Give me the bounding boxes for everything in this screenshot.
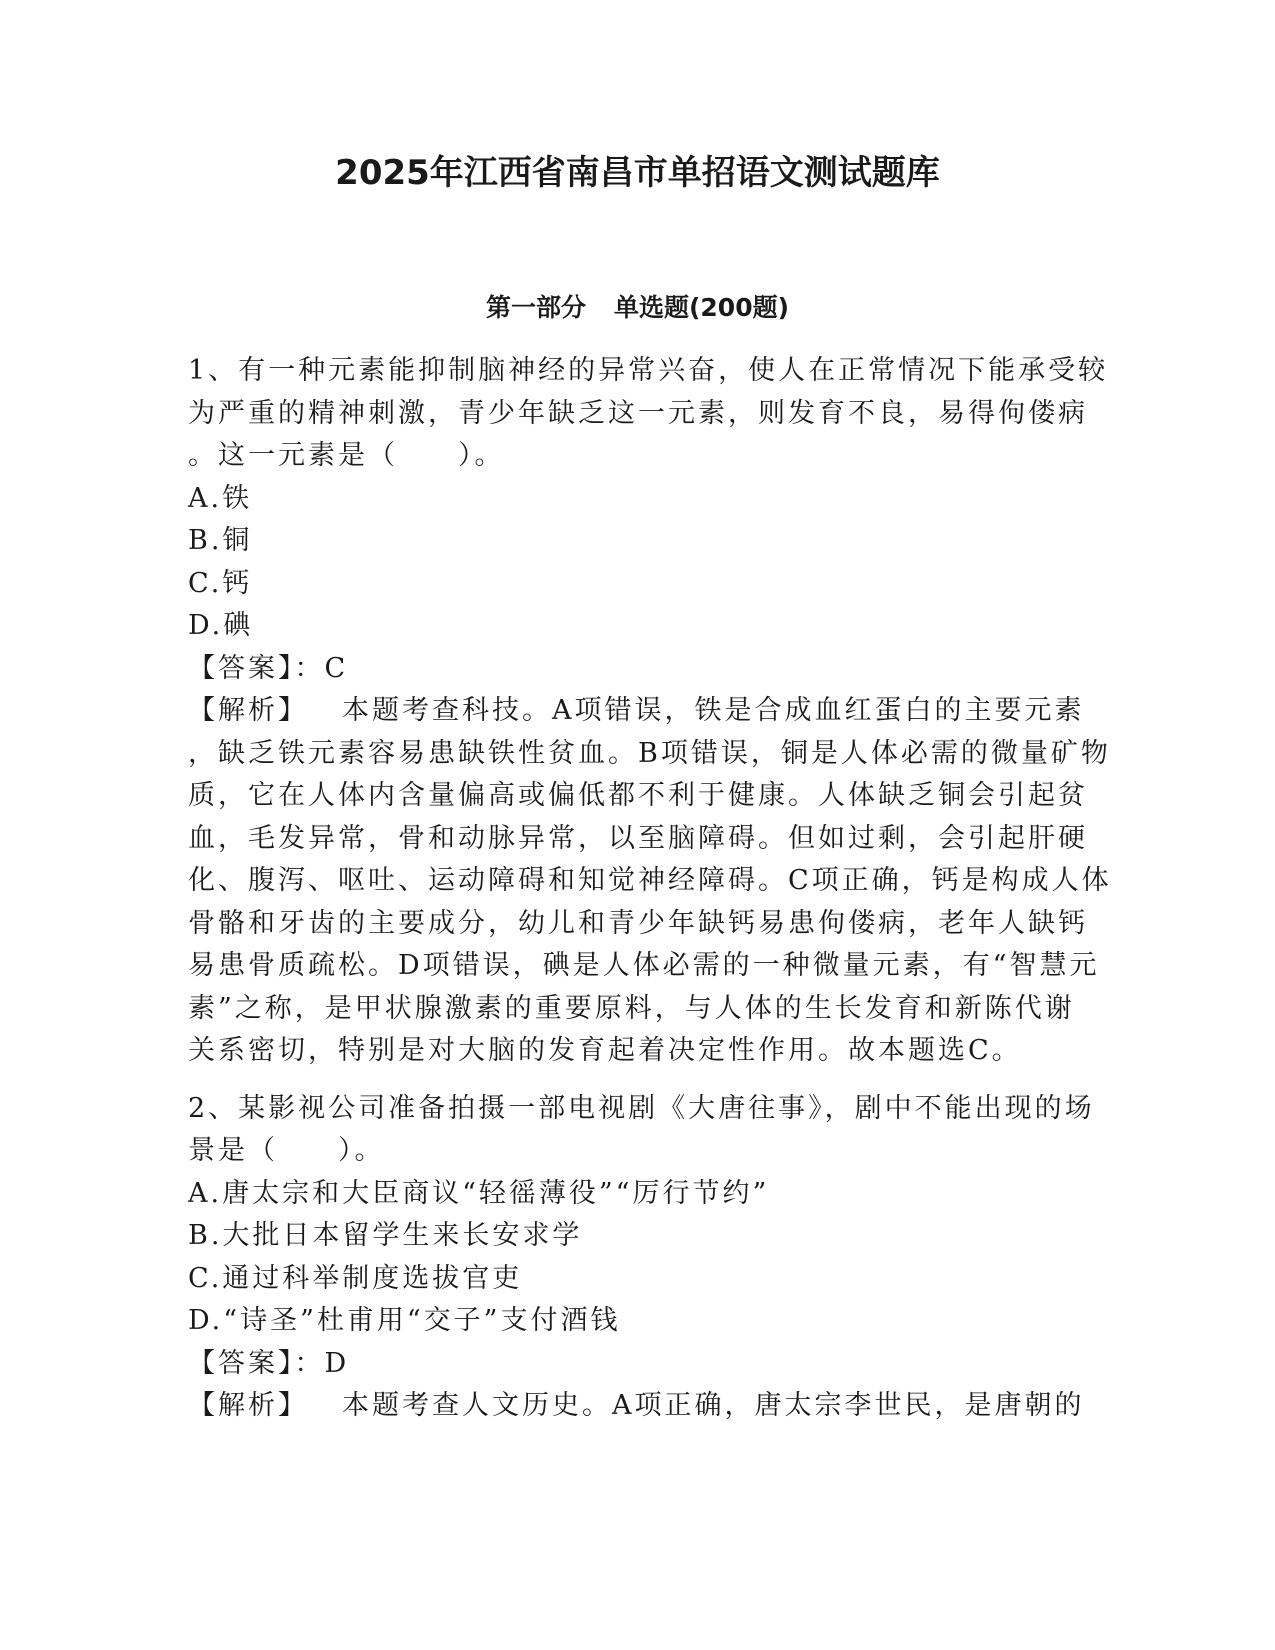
option-d: D.“诗圣”杜甫用“交子”支付酒钱 [188, 1305, 621, 1336]
analysis-text-line: 本题考查科技。A项错误，铁是合成血红蛋白的主要元素 [342, 695, 1085, 726]
option-b: B.大批日本留学生来长安求学 [188, 1220, 583, 1251]
analysis-text-line: 化、腹泻、呕吐、运动障碍和知觉神经障碍。C项正确，钙是构成人体 [188, 865, 1112, 896]
question-stem-line: 2、某影视公司准备拍摄一部电视剧《大唐往事》，剧中不能出现的场 [188, 1092, 1095, 1124]
option-d: D.碘 [188, 610, 254, 641]
answer-line [188, 1343, 1084, 1386]
question-stem-line: 为严重的精神刺激，青少年缺乏这一元素，则发育不良，易得佝偻病 [188, 397, 1088, 429]
document-title: 2025年江西省南昌市单招语文测试题库 [335, 153, 940, 193]
analysis-text-line: 血，毛发异常，骨和动脉异常，以至脑障碍。但如过剩，会引起肝硬 [188, 822, 1088, 854]
analysis-text-line: 素”之称，是甲状腺激素的重要原料，与人体的生长发育和新陈代谢 [188, 992, 1075, 1024]
analysis-text-line: ，缺乏铁元素容易患缺铁性贫血。B项错误，铜是人体必需的微量矿物 [188, 737, 1111, 769]
question-stem-line: 景是（ ）。 [188, 1135, 385, 1166]
section-part: 第一部分 [485, 293, 586, 322]
question-stem-line: 。这一元素是（ ）。 [188, 440, 505, 471]
analysis-line [188, 1385, 1084, 1428]
analysis-line [188, 690, 1084, 733]
analysis-text-line: 易患骨质疏松。D项错误，碘是人体必需的一种微量元素，有“智慧元 [188, 950, 1100, 981]
question-2 [188, 1088, 1095, 1428]
analysis-label: 【解析】 [188, 695, 308, 726]
option-c: C.通过科举制度选拔官吏 [188, 1262, 523, 1294]
analysis-text-line: 质，它在人体内含量偏高或偏低都不利于健康。人体缺乏铜会引起贫 [188, 780, 1088, 811]
answer-value: C [324, 652, 349, 684]
section-name: 单选题(200题) [613, 293, 790, 322]
question-list [188, 350, 1112, 1443]
option-a: A.唐太宗和大臣商议“轻徭薄役”“厉行节约” [188, 1177, 770, 1209]
analysis-text-line: 骨骼和牙齿的主要成分，幼儿和青少年缺钙易患佝偻病，老年人缺钙 [188, 907, 1088, 939]
option-b: B.铜 [188, 525, 253, 556]
section-heading [0, 288, 1275, 328]
analysis-text-line: 本题考查人文历史。A项正确，唐太宗李世民，是唐朝的 [342, 1390, 1085, 1421]
question-1 [188, 350, 1112, 1073]
answer-label: 【答案】： [188, 652, 325, 684]
analysis-label: 【解析】 [188, 1390, 308, 1421]
analysis-text-line: 关系密切，特别是对大脑的发育起着决定性作用。故本题选C。 [188, 1035, 1022, 1066]
option-c: C.钙 [188, 567, 253, 599]
answer-label: 【答案】： [188, 1347, 325, 1379]
answer-value: D [324, 1347, 350, 1379]
answer-line [188, 648, 1084, 691]
option-a: A.铁 [188, 482, 253, 514]
question-stem-line: 1、有一种元素能抑制脑神经的异常兴奋，使人在正常情况下能承受较 [188, 355, 1109, 386]
